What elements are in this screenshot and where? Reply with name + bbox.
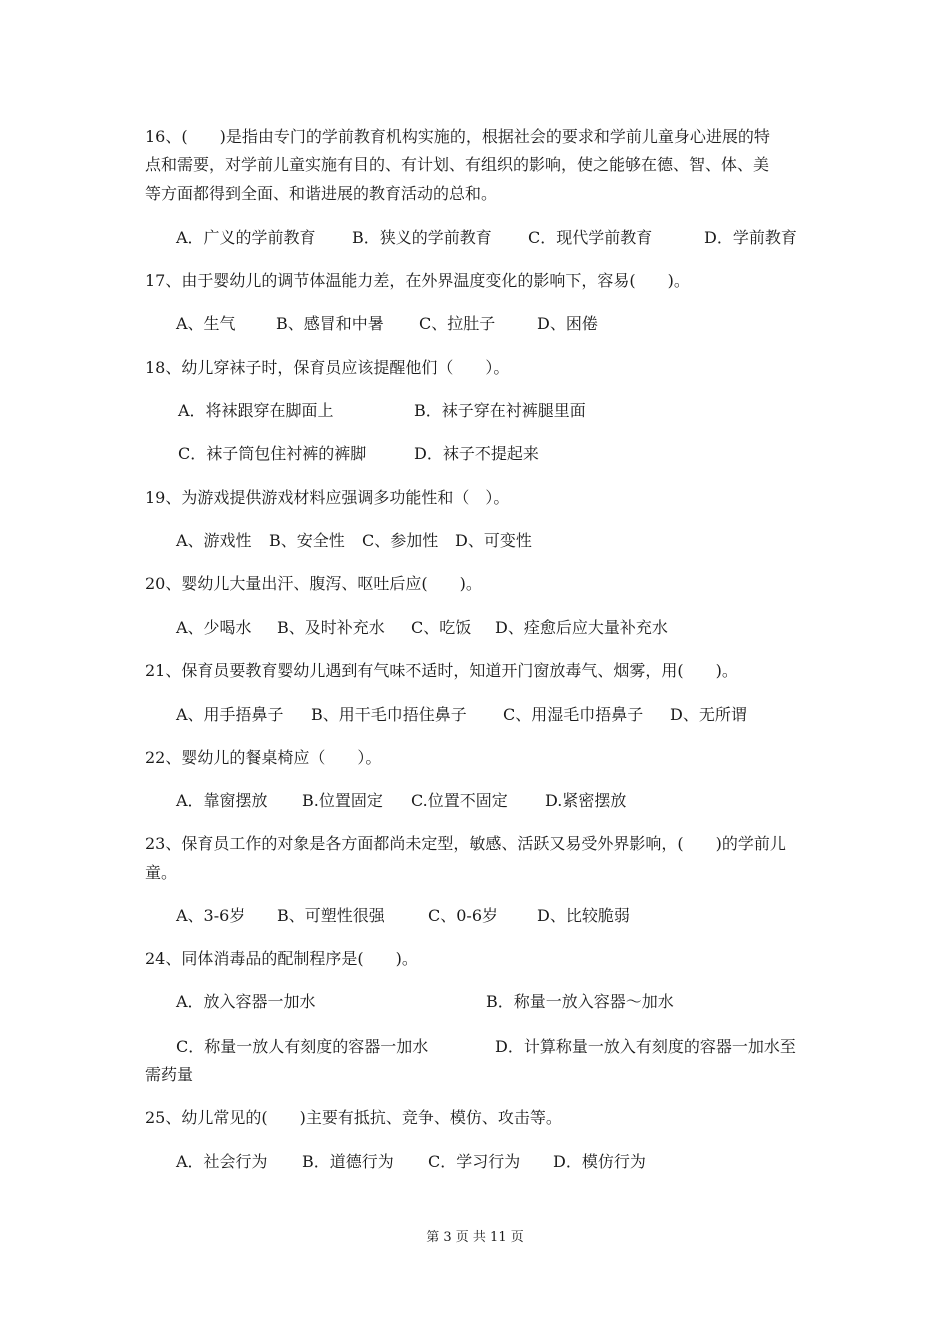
q21-option-d: D、无所谓 (670, 705, 747, 724)
q16-option-c: C．现代学前教育 (528, 228, 653, 247)
q18-option-d: D．袜子不提起来 (414, 444, 539, 463)
q24-option-a: A．放入容器一加水 (176, 992, 316, 1011)
q18-option-b: B．袜子穿在衬裤腿里面 (414, 401, 586, 420)
q17-option-d: D、困倦 (537, 314, 598, 333)
question-16-line-1: 16、( )是指由专门的学前教育机构实施的，根据社会的要求和学前儿童身心进展的特 (145, 127, 770, 146)
q17-option-b: B、感冒和中暑 (276, 314, 384, 333)
q23-option-d: D、比较脆弱 (537, 906, 630, 925)
question-24: 24、同体消毒品的配制程序是( )。 (145, 949, 418, 968)
q19-option-c: C、参加性 (362, 531, 439, 550)
question-17: 17、由于婴幼儿的调节体温能力差，在外界温度变化的影响下，容易( )。 (145, 271, 690, 290)
q23-option-a: A、3-6岁 (176, 906, 246, 925)
question-16-line-2: 点和需要，对学前儿童实施有目的、有计划、有组织的影响，使之能够在德、智、体、美 (145, 155, 770, 174)
q24-option-d: D．计算称量一放入有刻度的容器一加水至 (495, 1037, 796, 1056)
q19-option-a: A、游戏性 (176, 531, 252, 550)
q21-option-a: A、用手捂鼻子 (176, 705, 284, 724)
q19-option-b: B、安全性 (269, 531, 345, 550)
q21-option-c: C、用湿毛巾捂鼻子 (503, 705, 644, 724)
q24-option-c: C．称量一放人有刻度的容器一加水 (176, 1037, 429, 1056)
question-20: 20、婴幼儿大量出汗、腹泻、呕吐后应( )。 (145, 574, 482, 593)
q20-option-a: A、少喝水 (176, 618, 252, 637)
question-22: 22、婴幼儿的餐桌椅应（ ）。 (145, 748, 382, 767)
q17-option-c: C、拉肚子 (419, 314, 496, 333)
q22-option-b: B.位置固定 (302, 791, 383, 810)
q22-option-c: C.位置不固定 (411, 791, 508, 810)
q25-option-c: C．学习行为 (428, 1152, 521, 1171)
question-25: 25、幼儿常见的( )主要有抵抗、竞争、模仿、攻击等。 (145, 1108, 562, 1127)
q16-option-a: A．广义的学前教育 (176, 228, 316, 247)
q18-option-c: C．袜子筒包住衬裤的裤脚 (178, 444, 367, 463)
page-number-footer: 第 3 页 共 11 页 (426, 1230, 524, 1245)
q24-option-b: B．称量一放入容器～加水 (486, 992, 674, 1011)
question-19: 19、为游戏提供游戏材料应强调多功能性和（ ）。 (145, 488, 510, 507)
q20-option-b: B、及时补充水 (277, 618, 385, 637)
q25-option-b: B．道德行为 (302, 1152, 394, 1171)
question-21: 21、保育员要教育婴幼儿遇到有气味不适时，知道开门窗放毒气、烟雾，用( )。 (145, 661, 738, 680)
q18-option-a: A．将袜跟穿在脚面上 (178, 401, 334, 420)
question-23-line-1: 23、保育员工作的对象是各方面都尚未定型，敏感、活跃又易受外界影响，( )的学前儿 (145, 834, 786, 853)
q16-option-d: D．学前教育 (704, 228, 797, 247)
q23-option-c: C、0-6岁 (428, 906, 499, 925)
q24-option-d-continued: 需药量 (145, 1065, 194, 1084)
q20-option-c: C、吃饭 (411, 618, 472, 637)
q25-option-a: A．社会行为 (176, 1152, 268, 1171)
q17-option-a: A、生气 (176, 314, 236, 333)
question-18: 18、幼儿穿袜子时，保育员应该提醒他们（ ）。 (145, 358, 510, 377)
q20-option-d: D、痊愈后应大量补充水 (495, 618, 668, 637)
q25-option-d: D．模仿行为 (553, 1152, 646, 1171)
q16-option-b: B．狭义的学前教育 (352, 228, 492, 247)
q23-option-b: B、可塑性很强 (277, 906, 385, 925)
q22-option-d: D.紧密摆放 (545, 791, 627, 810)
question-16-line-3: 等方面都得到全面、和谐进展的教育活动的总和。 (145, 184, 498, 203)
q22-option-a: A．靠窗摆放 (176, 791, 268, 810)
q21-option-b: B、用干毛巾捂住鼻子 (311, 705, 467, 724)
question-23-line-2: 童。 (145, 863, 178, 882)
q19-option-d: D、可变性 (455, 531, 532, 550)
